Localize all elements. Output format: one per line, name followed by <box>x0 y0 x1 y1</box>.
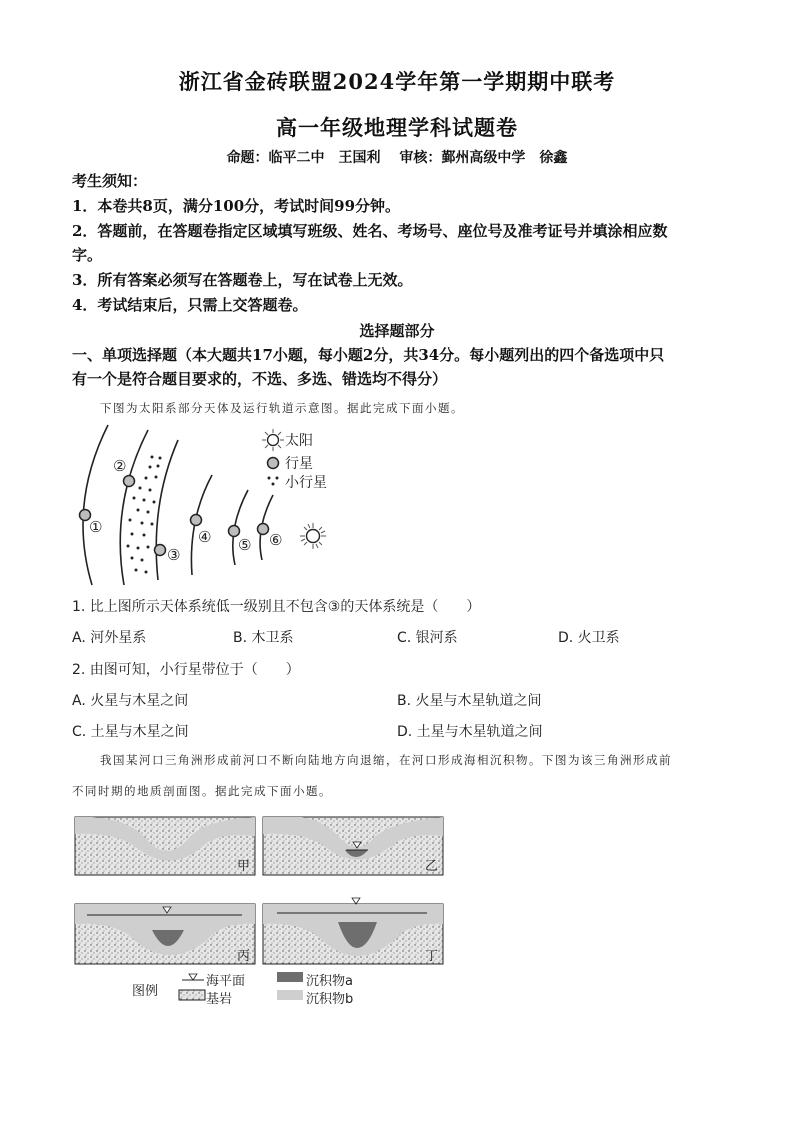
panel-yi <box>263 817 443 875</box>
planet-3 <box>155 545 166 556</box>
figure-label-6: ⑥ <box>269 531 283 549</box>
notice-item: 字。 <box>72 246 103 264</box>
question-1-stem: 1. 比上图所示天体系统低一级别且不包含③的天体系统是（ ） <box>72 599 481 615</box>
group2-intro: 我国某河口三角洲形成前河口不断向陆地方向退缩，在河口形成海相沉积物。下图为该三角洲形成前 <box>100 753 672 767</box>
panel-label-jia: 甲 <box>237 859 251 874</box>
legend-planet-label: 行星 <box>285 456 313 472</box>
notice-item: 2．答题前，在答题卷指定区域填写班级、姓名、考场号、座位号及准考证号并填涂相应数 <box>72 222 668 240</box>
q1-option-b[interactable]: B. 木卫系 <box>233 630 294 646</box>
section-instruction: 一、单项选择题（本大题共17小题，每小题2分，共34分。每小题列出的四个备选项中只 <box>72 346 665 364</box>
asteroid-legend-icon <box>268 477 279 486</box>
q1-option-c[interactable]: C. 银河系 <box>397 630 458 646</box>
q2-option-d[interactable]: D. 土星与木星轨道之间 <box>397 724 543 740</box>
figure-label-5: ⑤ <box>238 536 252 554</box>
notice-item: 3．所有答案必须写在答题卷上，写在试卷上无效。 <box>72 271 413 289</box>
group1-intro: 下图为太阳系部分天体及运行轨道示意图。据此完成下面小题。 <box>100 401 464 415</box>
planet-2 <box>124 476 135 487</box>
planet-4 <box>191 515 202 526</box>
q1-option-d[interactable]: D. 火卫系 <box>558 630 620 646</box>
legend-bedrock: 基岩 <box>206 992 233 1007</box>
sediment-a-legend-icon <box>277 972 303 982</box>
planet-5 <box>229 526 240 537</box>
sediment-b-legend-icon <box>277 990 303 1000</box>
planet-6 <box>258 524 269 535</box>
panel-label-yi: 乙 <box>425 859 439 874</box>
planet-legend-icon <box>268 458 279 469</box>
panel-label-bing: 丙 <box>237 949 251 964</box>
exam-authors: 命题：临平二中 王国利 审核：鄞州高级中学 徐鑫 <box>226 150 568 166</box>
q1-option-a[interactable]: A. 河外星系 <box>72 630 147 646</box>
legend-sediment-b: 沉积物b <box>306 992 354 1007</box>
panel-ding <box>263 898 443 964</box>
figure-label-4: ④ <box>198 528 212 546</box>
question-2-stem: 2. 由图可知，小行星带位于（ ） <box>72 662 300 678</box>
legend-title: 图例 <box>132 984 159 999</box>
exam-title-line1: 浙江省金砖联盟2024学年第一学期期中联考 <box>178 69 616 94</box>
legend-sea-level: 海平面 <box>206 974 246 989</box>
orbit-1 <box>83 425 108 585</box>
notice-item: 1．本卷共8页，满分100分，考试时间99分钟。 <box>72 197 401 215</box>
q2-option-c[interactable]: C. 土星与木星之间 <box>72 724 189 740</box>
figure-label-3: ③ <box>167 546 181 564</box>
sun-icon <box>300 523 326 549</box>
sun-legend-icon <box>262 429 284 451</box>
bedrock-legend-icon <box>179 990 205 1000</box>
panel-jia <box>75 817 255 875</box>
notice-item: 4．考试结束后，只需上交答题卷。 <box>72 296 308 314</box>
panel-bing <box>75 904 255 964</box>
section-instruction: 有一个是符合题目要求的，不选、多选、错选均不得分） <box>72 370 448 388</box>
exam-title-line2: 高一年级地理学科试题卷 <box>276 115 518 140</box>
solar-system-figure <box>70 420 370 590</box>
geologic-section-figure <box>72 812 452 1012</box>
legend-asteroid-label: 小行星 <box>285 475 327 491</box>
figure-label-1: ① <box>89 518 103 536</box>
panel-label-ding: 丁 <box>425 949 439 964</box>
q2-option-b[interactable]: B. 火星与木星轨道之间 <box>397 693 542 709</box>
group2-intro: 不同时期的地质剖面图。据此完成下面小题。 <box>72 784 332 798</box>
notice-heading: 考生须知： <box>72 172 148 190</box>
q2-option-a[interactable]: A. 火星与木星之间 <box>72 693 189 709</box>
section-title: 选择题部分 <box>359 322 435 340</box>
legend-sun-label: 太阳 <box>285 433 313 449</box>
legend-sediment-a: 沉积物a <box>306 974 353 989</box>
orbit-2 <box>120 430 148 585</box>
figure-label-2: ② <box>113 457 127 475</box>
